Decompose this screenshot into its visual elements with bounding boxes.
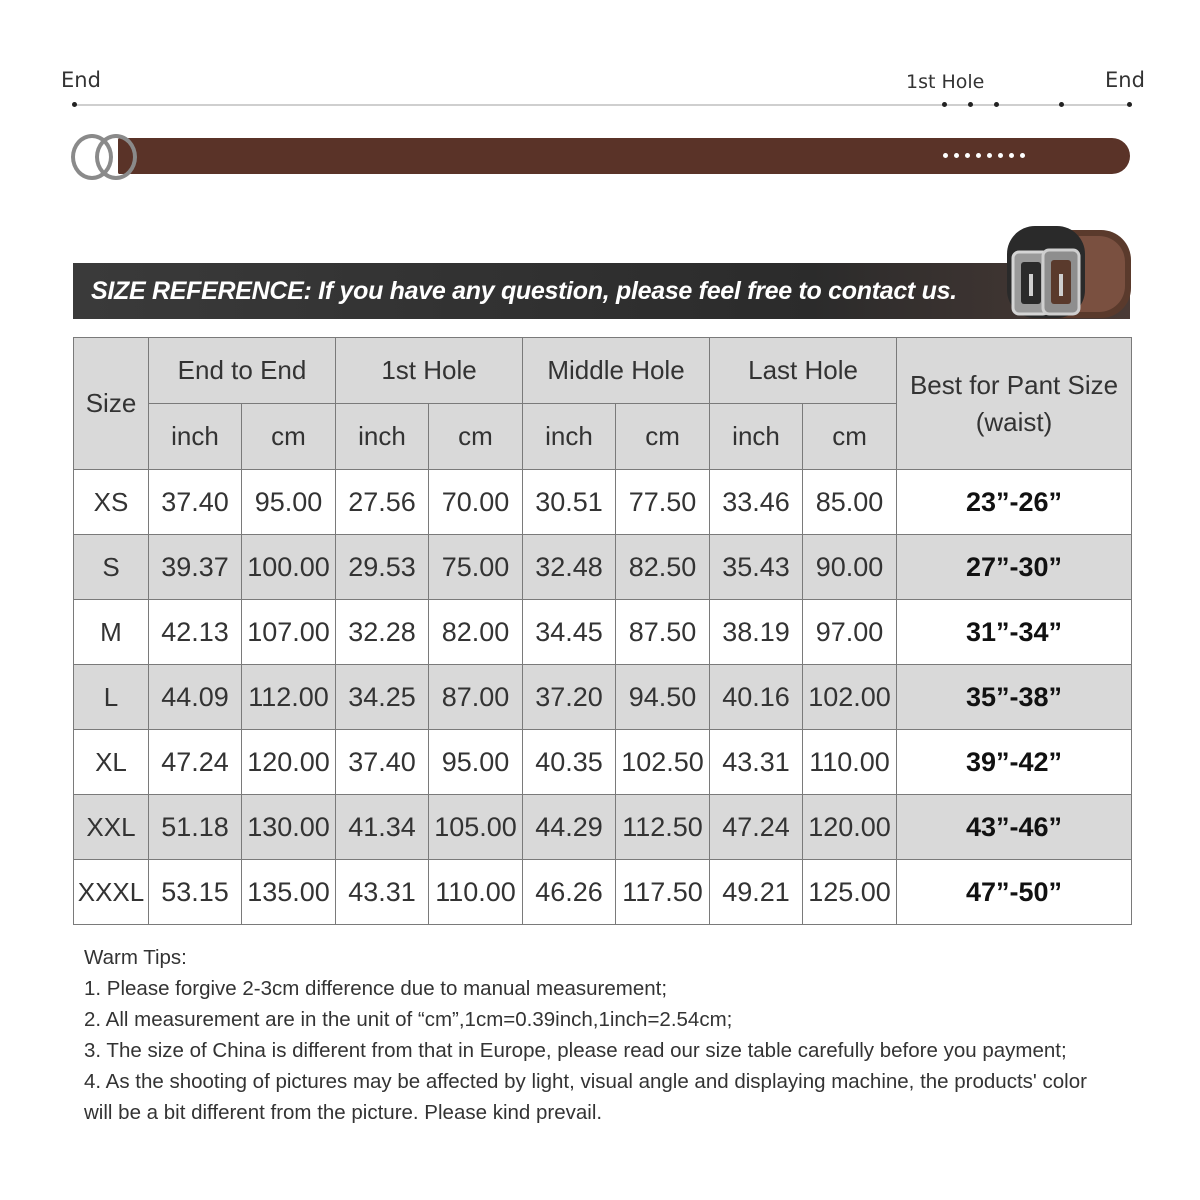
banner-lead: SIZE REFERENCE:: [91, 277, 312, 305]
size-row: [74, 860, 1132, 925]
belt-hole: [965, 153, 970, 158]
measurement-cell: 39.37: [149, 535, 242, 600]
belt-hole: [987, 153, 992, 158]
measurement-cell: 44.09: [149, 665, 242, 730]
unit-header: inch: [336, 404, 429, 470]
size-cell: M: [74, 600, 149, 665]
pant-size-header: [897, 338, 1132, 470]
measurement-cell: 110.00: [803, 730, 897, 795]
measurement-cell: 117.50: [616, 860, 710, 925]
size-cell: L: [74, 665, 149, 730]
measurement-cell: 41.34: [336, 795, 429, 860]
unit-header: cm: [616, 404, 710, 470]
tip-item: 3. The size of China is different from that in Europe, please read our size table carefully before you payment;: [84, 1039, 1067, 1062]
unit-header: cm: [429, 404, 523, 470]
measurement-cell: 102.50: [616, 730, 710, 795]
size-row: [74, 600, 1132, 665]
measurement-cell: 130.00: [242, 795, 336, 860]
measurement-cell: 100.00: [242, 535, 336, 600]
buckle-belts-image: [1003, 222, 1139, 324]
measurement-cell: 75.00: [429, 535, 523, 600]
size-table: [73, 337, 1132, 925]
size-cell: XXL: [74, 795, 149, 860]
measurement-cell: 125.00: [803, 860, 897, 925]
measurement-cell: 46.26: [523, 860, 616, 925]
measurement-cell: 40.35: [523, 730, 616, 795]
measurement-cell: 30.51: [523, 470, 616, 535]
belt-hole: [976, 153, 981, 158]
size-cell: XXXL: [74, 860, 149, 925]
measurement-cell: 82.00: [429, 600, 523, 665]
pant-size-header-line2: (waist): [975, 406, 1053, 437]
belt-hole: [943, 153, 948, 158]
belt-hole: [1009, 153, 1014, 158]
label-end-right: End: [1105, 68, 1145, 92]
label-end-left: End: [61, 68, 101, 92]
measure-line: [74, 104, 1132, 106]
measurement-cell: 35.43: [710, 535, 803, 600]
unit-header: inch: [523, 404, 616, 470]
unit-header: cm: [803, 404, 897, 470]
unit-header: inch: [710, 404, 803, 470]
size-header: Size: [74, 338, 149, 470]
end-left-marker: [72, 102, 77, 107]
pant-size-header-line1: Best for Pant Size: [909, 369, 1119, 400]
measurement-cell: 49.21: [710, 860, 803, 925]
group-header-1st-hole: 1st Hole: [336, 338, 523, 404]
group-header-end-to-end: End to End: [149, 338, 336, 404]
measurement-cell: 85.00: [803, 470, 897, 535]
first-hole-marker: [942, 102, 947, 107]
pant-size-cell: 39”-42”: [897, 730, 1132, 795]
measurement-cell: 135.00: [242, 860, 336, 925]
measurement-cell: 82.50: [616, 535, 710, 600]
size-cell: S: [74, 535, 149, 600]
measurement-cell: 90.00: [803, 535, 897, 600]
tip-item: 1. Please forgive 2-3cm difference due to manual measurement;: [84, 977, 668, 1000]
last-hole-marker: [1059, 102, 1064, 107]
measurement-cell: 34.25: [336, 665, 429, 730]
warm-tips: [84, 942, 1124, 1128]
measurement-cell: 33.46: [710, 470, 803, 535]
measurement-cell: 94.50: [616, 665, 710, 730]
unit-header: inch: [149, 404, 242, 470]
measurement-cell: 44.29: [523, 795, 616, 860]
hole-marker: [994, 102, 999, 107]
measurement-cell: 112.00: [242, 665, 336, 730]
pant-size-cell: 47”-50”: [897, 860, 1132, 925]
banner-message: If you have any question, please feel free to contact us.: [311, 277, 957, 305]
size-row: [74, 535, 1132, 600]
measurement-cell: 105.00: [429, 795, 523, 860]
measurement-cell: 29.53: [336, 535, 429, 600]
belt-ring: [95, 134, 137, 180]
measurement-cell: 43.31: [710, 730, 803, 795]
measurement-cell: 87.00: [429, 665, 523, 730]
measurement-cell: 70.00: [429, 470, 523, 535]
pant-size-cell: 27”-30”: [897, 535, 1132, 600]
size-cell: XL: [74, 730, 149, 795]
measurement-cell: 37.20: [523, 665, 616, 730]
measurement-cell: 110.00: [429, 860, 523, 925]
measurement-cell: 38.19: [710, 600, 803, 665]
banner-text: [91, 277, 957, 306]
end-right-marker: [1127, 102, 1132, 107]
pant-size-cell: 31”-34”: [897, 600, 1132, 665]
measurement-cell: 112.50: [616, 795, 710, 860]
size-row: [74, 470, 1132, 535]
measurement-cell: 97.00: [803, 600, 897, 665]
size-row: [74, 730, 1132, 795]
size-row: [74, 665, 1132, 730]
measurement-cell: 120.00: [803, 795, 897, 860]
size-cell: XS: [74, 470, 149, 535]
measurement-cell: 43.31: [336, 860, 429, 925]
measurement-cell: 34.45: [523, 600, 616, 665]
belt-hole: [1020, 153, 1025, 158]
label-first-hole: 1st Hole: [906, 71, 985, 93]
tip-item: 4. As the shooting of pictures may be affected by light, visual angle and displaying machine, the products' color: [84, 1070, 1087, 1093]
group-header-last-hole: Last Hole: [710, 338, 897, 404]
measurement-cell: 53.15: [149, 860, 242, 925]
measurement-cell: 87.50: [616, 600, 710, 665]
size-reference-banner: [73, 263, 1130, 319]
group-header-middle-hole: Middle Hole: [523, 338, 710, 404]
measurement-cell: 102.00: [803, 665, 897, 730]
measurement-cell: 51.18: [149, 795, 242, 860]
measurement-cell: 95.00: [429, 730, 523, 795]
belt-hole: [998, 153, 1003, 158]
unit-header: cm: [242, 404, 336, 470]
measurement-cell: 47.24: [149, 730, 242, 795]
pant-size-cell: 43”-46”: [897, 795, 1132, 860]
hole-marker: [968, 102, 973, 107]
belt-hole: [954, 153, 959, 158]
tips-title: Warm Tips:: [84, 946, 187, 969]
measurement-cell: 42.13: [149, 600, 242, 665]
measurement-cell: 37.40: [336, 730, 429, 795]
size-table-body: [74, 470, 1132, 925]
measurement-cell: 47.24: [710, 795, 803, 860]
pant-size-cell: 35”-38”: [897, 665, 1132, 730]
measurement-cell: 32.28: [336, 600, 429, 665]
measurement-cell: 27.56: [336, 470, 429, 535]
tip-item: 2. All measurement are in the unit of “cm”,1cm=0.39inch,1inch=2.54cm;: [84, 1008, 733, 1031]
pant-size-cell: 23”-26”: [897, 470, 1132, 535]
measurement-cell: 40.16: [710, 665, 803, 730]
measurement-cell: 32.48: [523, 535, 616, 600]
measurement-cell: 95.00: [242, 470, 336, 535]
size-row: [74, 795, 1132, 860]
measurement-cell: 77.50: [616, 470, 710, 535]
tip-item: will be a bit different from the picture. Please kind prevail.: [84, 1101, 603, 1124]
measurement-cell: 120.00: [242, 730, 336, 795]
measurement-cell: 107.00: [242, 600, 336, 665]
measurement-cell: 37.40: [149, 470, 242, 535]
